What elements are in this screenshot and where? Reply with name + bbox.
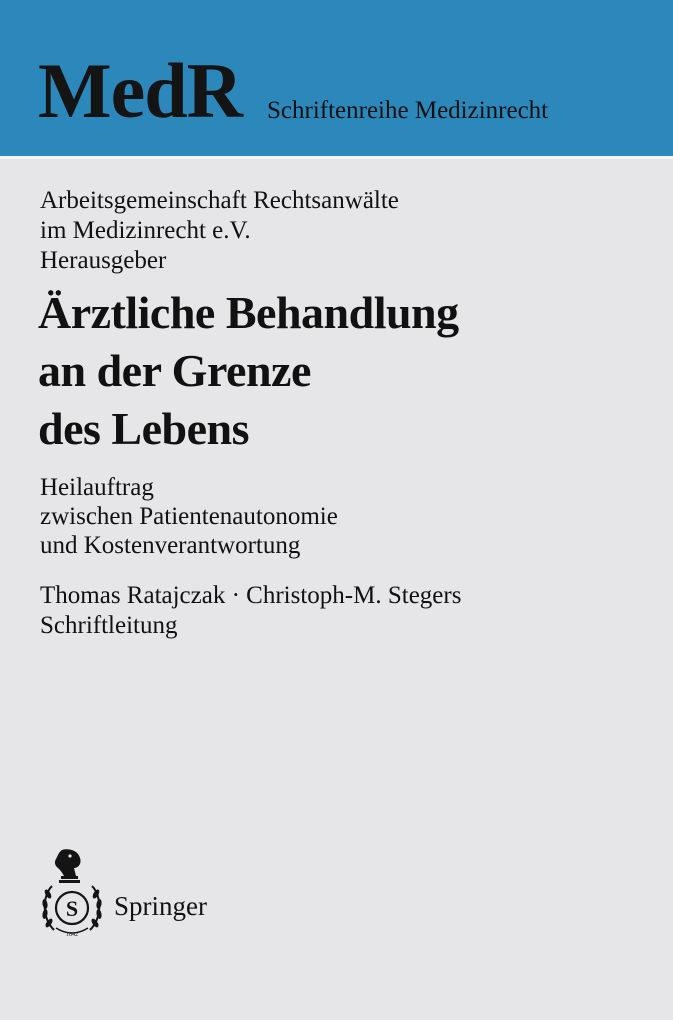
title-line: an der Grenze (38, 345, 311, 396)
publisher-name: Springer (114, 891, 207, 921)
springer-chess-knight-icon (38, 846, 106, 938)
title-line: des Lebens (38, 403, 249, 454)
publisher-org-line: Arbeitsgemeinschaft Rechtsanwälte (40, 187, 399, 214)
publisher-org-line: im Medizinrecht e.V. (40, 217, 251, 244)
subtitle-line: Heilauftrag (40, 474, 154, 501)
series-logo: MedR (38, 47, 242, 134)
svg-text:S: S (65, 896, 79, 921)
book-subtitle (40, 473, 338, 560)
title-line: Ärztliche Behandlung (38, 287, 459, 338)
editors-block (40, 581, 461, 641)
banner-divider (0, 156, 673, 159)
editor-names: Thomas Ratajczak · Christoph-M. Stegers (40, 582, 462, 609)
book-title (38, 284, 459, 458)
subtitle-line: und Kostenverantwortung (40, 532, 301, 559)
subtitle-line: zwischen Patientenautonomie (40, 503, 338, 530)
editor-role: Schriftleitung (40, 612, 178, 639)
logo-year: 1842 (66, 932, 78, 938)
publisher-organization (40, 186, 399, 276)
series-name: Schriftenreihe Medizinrecht (267, 97, 549, 124)
publisher-org-role: Herausgeber (40, 247, 167, 274)
